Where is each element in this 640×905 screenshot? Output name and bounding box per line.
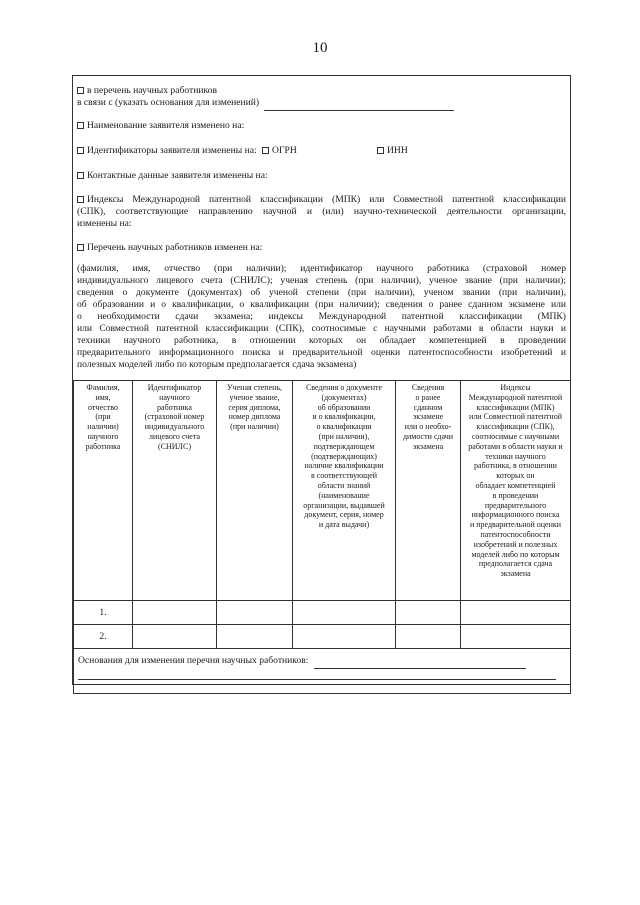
header-degree: Ученая степень, ученое звание, серия диплома, номер диплома (при наличии) [217, 381, 293, 601]
inn-option [377, 145, 408, 157]
header-exam: Сведения о ранее сданном экзамене или о необхо- димости сдачи экзамена [396, 381, 461, 601]
form-upper-section [73, 76, 570, 380]
row-number: 2. [74, 625, 133, 649]
reason-field[interactable] [264, 98, 454, 111]
list-changed-checkbox[interactable] [77, 244, 84, 251]
inn-checkbox[interactable] [377, 147, 384, 154]
footer-label: Основания для изменения перечня научных работников: [78, 655, 309, 666]
ogrn-checkbox[interactable] [262, 147, 269, 154]
change-form [72, 75, 571, 685]
table-cell[interactable] [217, 601, 293, 625]
contacts-changed-option [77, 170, 268, 182]
description-line-3: сведения о документе (документах) об ученой степени (при наличии), ученом звании (при наличии), [77, 287, 566, 298]
reason-label: в связи с (указать основания для изменений) [77, 97, 260, 108]
ipc-line-2: (СПК), соответствующие направлению научной и (или) научно-технической деятельности организации, [77, 206, 566, 217]
description-line-6: или Совместной патентной классификации (СПК), соотносимые с научными работами в области науки и [77, 323, 566, 334]
header-document: Сведения о документе (документах) об образовании и о квалификации, о квалификации (при наличии), подтверждающем (подтверждающих) наличие квалификации в соответствующей области знаний (наименование организации, выдавшей документ, серия, номер и дата выдачи) [293, 381, 396, 601]
footer-reason-line-2[interactable] [78, 669, 556, 680]
footer-cell [74, 649, 571, 694]
table-cell[interactable] [133, 601, 217, 625]
contacts-changed-label: Контактные данные заявителя изменены на: [87, 170, 268, 181]
description-line-1: (фамилия, имя, отчество (при наличии); идентификатор научного работника (страховой номер [77, 263, 566, 274]
ipc-line-3: изменены на: [77, 218, 132, 229]
ipc-line-1: Индексы Международной патентной классификации (МПК) или Совместной патентной классификации [87, 194, 566, 205]
table-cell[interactable] [461, 625, 571, 649]
list-changed-label: Перечень научных работников изменен на: [87, 242, 263, 253]
description-line-8: предварительного информационного поиска и предварительной оценки патентоспособности изобретений и [77, 347, 566, 358]
scientists-list-checkbox[interactable] [77, 87, 84, 94]
ids-changed-option [77, 145, 297, 157]
header-ipc: Индексы Международной патентной классификации (МПК) или Совместной патентной классификации (СПК), соотносимые с научными работами в области науки и техники научного работника, в отношении которых он обладает компетенцией в проведении предварительного информационного поиска и предварительной оценки патентоспособности изобретений и полезных моделей либо по которым предполагается сдача экзамена [461, 381, 571, 601]
footer-reason-field[interactable] [314, 656, 526, 669]
ipc-checkbox[interactable] [77, 196, 84, 203]
name-changed-checkbox[interactable] [77, 122, 84, 129]
row-number: 1. [74, 601, 133, 625]
description-line-4: об образовании и о квалификации, о квалификации (при наличии); сведения о ранее сданном экзамене или [77, 299, 566, 310]
description-line-9: полезных моделей либо по которым предполагается сдача экзамена) [77, 359, 357, 370]
table-cell[interactable] [217, 625, 293, 649]
table-cell[interactable] [396, 601, 461, 625]
contacts-changed-checkbox[interactable] [77, 172, 84, 179]
table-cell[interactable] [461, 601, 571, 625]
table-header-row [74, 381, 571, 601]
description-line-5: о необходимости сдачи экзамена; индексы Международной патентной классификации (МПК) [77, 311, 566, 322]
header-snils: Идентификатор научного работника (страховой номер индивидуального лицевого счета (СНИЛС) [133, 381, 217, 601]
table-cell[interactable] [293, 601, 396, 625]
list-changed-option [77, 242, 262, 254]
page-number: 10 [312, 40, 328, 56]
description-line-7: техники научного работника, в отношении которых он обладает компетенцией в проведении [77, 335, 566, 346]
header-name: Фамилия, имя, отчество (при наличии) научного работника [74, 381, 133, 601]
ids-changed-checkbox[interactable] [77, 147, 84, 154]
name-changed-label: Наименование заявителя изменено на: [87, 120, 245, 131]
ids-changed-label: Идентификаторы заявителя изменены на: [87, 145, 257, 156]
inn-label: ИНН [387, 145, 408, 156]
reason-line [77, 97, 454, 111]
scientists-list-label: в перечень научных работников [87, 85, 217, 96]
ogrn-label: ОГРН [272, 145, 297, 156]
description-line-2: индивидуального лицевого счета (СНИЛС); ученая степень (при наличии), ученое звание (при наличии); [77, 275, 566, 286]
scientists-list-option [77, 85, 217, 97]
table-row [74, 601, 571, 625]
name-changed-option [77, 120, 244, 132]
table-cell[interactable] [396, 625, 461, 649]
ipc-option [77, 194, 566, 206]
scientists-table [73, 380, 571, 694]
table-cell[interactable] [293, 625, 396, 649]
table-row [74, 625, 571, 649]
table-cell[interactable] [133, 625, 217, 649]
footer-row [74, 649, 571, 694]
